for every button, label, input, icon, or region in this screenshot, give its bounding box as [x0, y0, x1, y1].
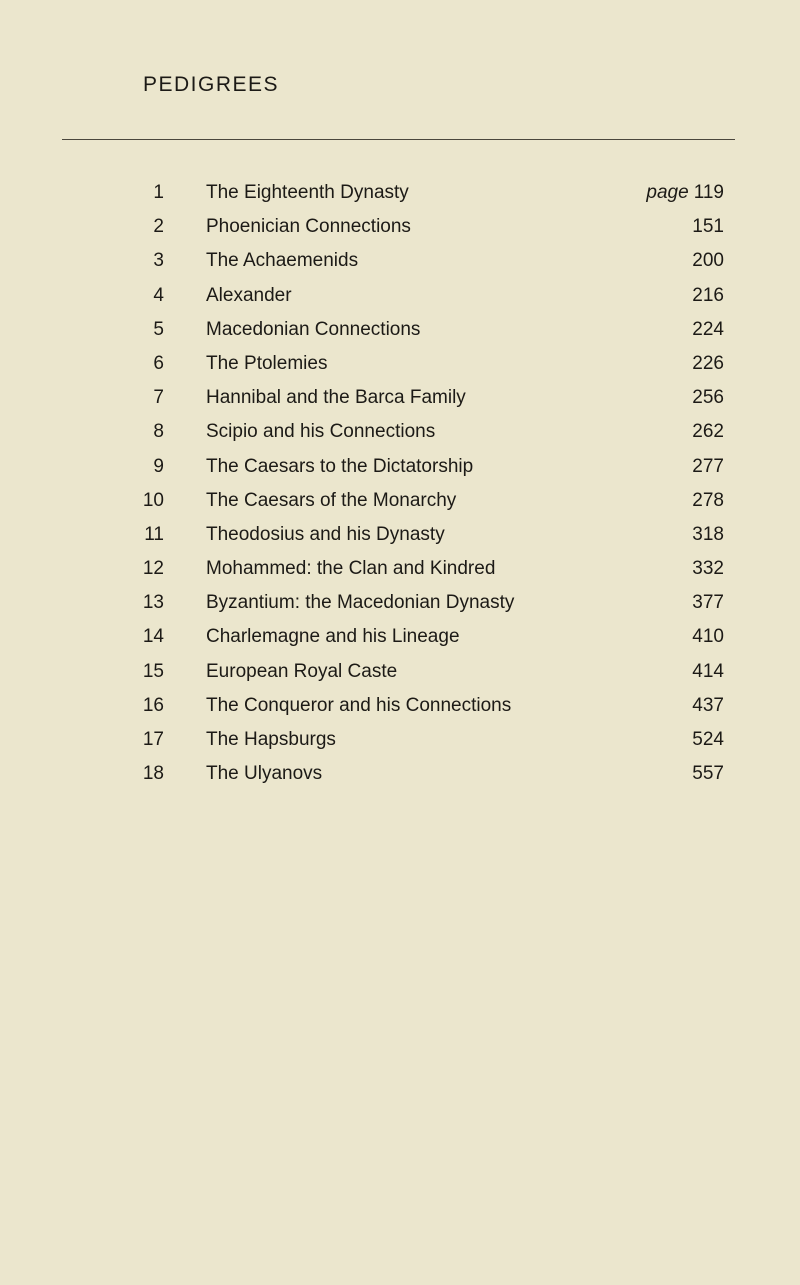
entry-number: 2	[153, 216, 164, 238]
entry-number: 10	[142, 489, 164, 511]
entry-number: 5	[153, 318, 164, 340]
list-item	[0, 415, 800, 449]
entry-page: 151	[692, 216, 724, 238]
entry-title: The Ptolemies	[206, 352, 328, 374]
entry-number: 13	[142, 592, 164, 614]
page-prefix: page	[646, 182, 689, 203]
entry-page: 277	[692, 455, 724, 477]
entry-page: 414	[692, 660, 724, 682]
entry-title: Scipio and his Connections	[206, 421, 436, 443]
entry-page: 216	[692, 284, 724, 306]
entry-title: Alexander	[206, 284, 292, 306]
entry-number: 3	[153, 250, 164, 272]
entry-number: 16	[142, 694, 164, 716]
entry-title: Theodosius and his Dynasty	[206, 523, 445, 545]
entry-title: The Eighteenth Dynasty	[206, 182, 409, 203]
entry-title: Hannibal and the Barca Family	[206, 387, 466, 409]
entry-title: Byzantium: the Macedonian Dynasty	[206, 592, 515, 614]
entry-title: Mohammed: the Clan and Kindred	[206, 558, 496, 580]
list-item	[0, 450, 800, 484]
entry-number: 18	[142, 763, 164, 785]
entry-page: 256	[692, 387, 724, 409]
entry-page: 524	[692, 729, 724, 750]
list-item	[0, 552, 800, 586]
list-item	[0, 244, 800, 278]
list-item	[0, 381, 800, 415]
entry-number: 15	[142, 660, 164, 682]
entry-title: The Conqueror and his Connections	[206, 694, 512, 716]
entry-page: 226	[692, 352, 724, 374]
heading-divider	[62, 139, 735, 140]
list-item	[0, 518, 800, 552]
list-item	[0, 279, 800, 313]
entry-page: 278	[692, 489, 724, 511]
list-item	[0, 586, 800, 620]
list-item	[0, 176, 800, 210]
entry-number: 8	[153, 421, 164, 443]
entry-number: 11	[144, 523, 164, 545]
list-item	[0, 620, 800, 654]
entry-number: 4	[153, 284, 164, 306]
list-item	[0, 757, 800, 791]
entry-page: 437	[692, 694, 724, 716]
list-item	[0, 347, 800, 381]
entry-number: 17	[142, 729, 164, 750]
list-item	[0, 723, 800, 757]
entry-number: 9	[153, 455, 164, 477]
entry-page	[646, 176, 724, 210]
entry-title: Phoenician Connections	[206, 216, 411, 238]
entry-title: The Hapsburgs	[206, 729, 336, 750]
entry-page: 224	[692, 318, 724, 340]
list-item	[0, 655, 800, 689]
entry-title: European Royal Caste	[206, 660, 398, 682]
entry-number: 14	[142, 626, 164, 648]
entry-page: 200	[692, 250, 724, 272]
page-title: PEDIGREES	[143, 73, 280, 96]
entry-page: 318	[692, 523, 724, 545]
entry-number: 6	[153, 352, 164, 374]
entry-title: The Ulyanovs	[206, 763, 323, 785]
entry-title: The Caesars of the Monarchy	[206, 489, 457, 511]
entry-title: The Caesars to the Dictatorship	[206, 455, 474, 477]
entry-title: The Achaemenids	[206, 250, 359, 272]
entry-page: 557	[692, 763, 724, 785]
entry-page: 262	[692, 421, 724, 443]
entry-number: 7	[153, 387, 164, 409]
entry-number: 12	[142, 558, 164, 580]
list-item	[0, 313, 800, 347]
list-item	[0, 689, 800, 723]
entry-page: 332	[692, 558, 724, 580]
pedigree-list	[0, 176, 800, 791]
entry-page: 377	[692, 592, 724, 614]
list-item	[0, 210, 800, 244]
entry-page: 410	[692, 626, 724, 648]
entry-number: 1	[153, 182, 164, 203]
entry-title: Charlemagne and his Lineage	[206, 626, 460, 648]
list-item	[0, 484, 800, 518]
entry-title: Macedonian Connections	[206, 318, 421, 340]
page-number: 119	[693, 182, 724, 203]
